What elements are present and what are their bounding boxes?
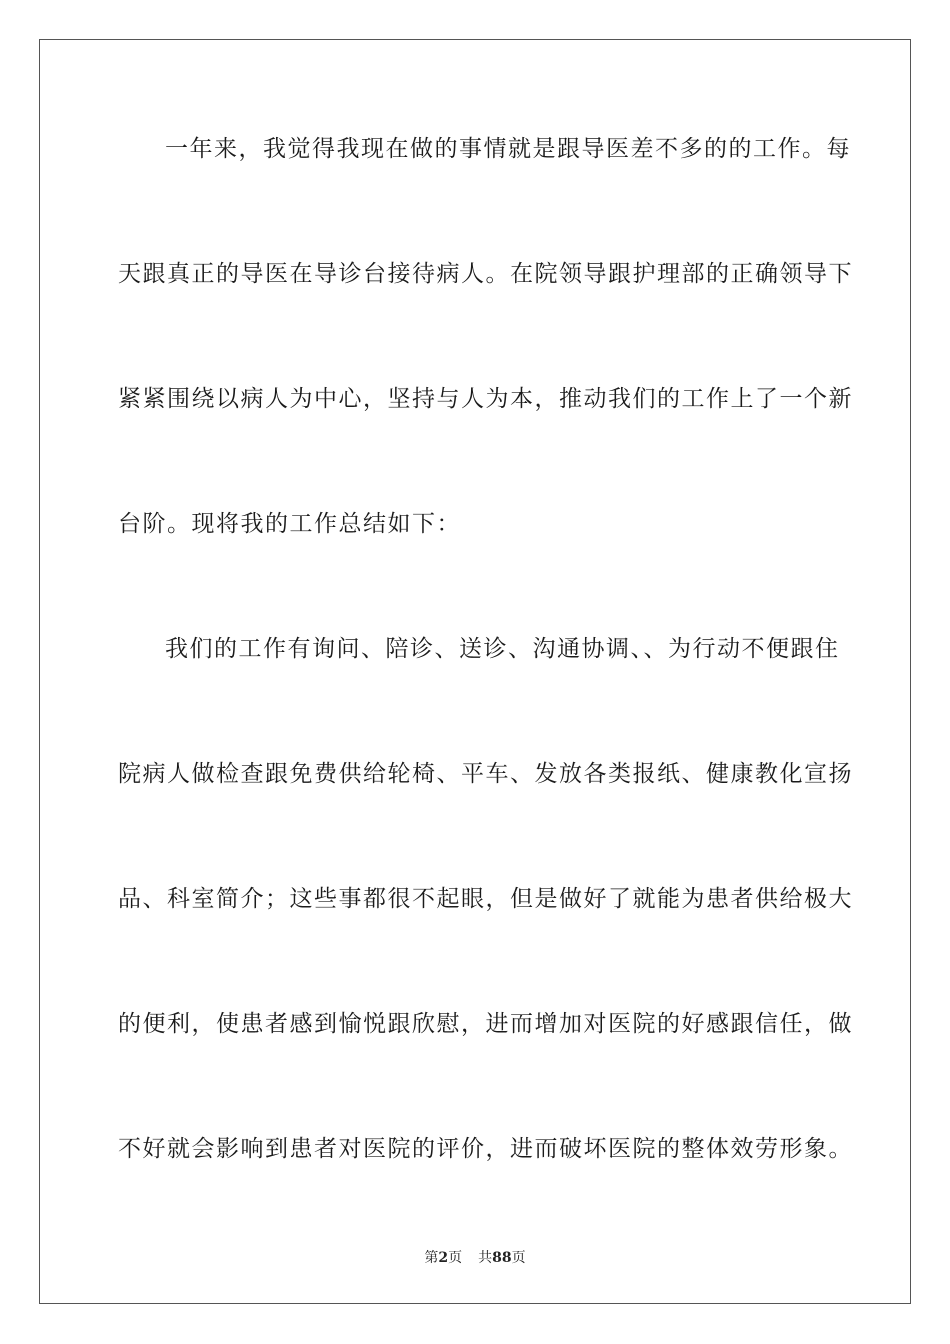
total-pages: 88	[492, 1250, 512, 1266]
paragraph-1-line-2: 天跟真正的导医在导诊台接待病人。在院领导跟护理部的正确领导下	[118, 261, 853, 287]
total-suffix: 页	[511, 1250, 526, 1266]
page-number: 2	[438, 1250, 449, 1266]
paragraph-1-line-4: 台阶。现将我的工作总结如下：	[118, 511, 461, 537]
total-prefix: 共	[478, 1250, 493, 1266]
page-footer	[0, 1248, 950, 1268]
paragraph-2-line-3: 品、科室简介；这些事都很不起眼，但是做好了就能为患者供给极大	[118, 886, 853, 912]
paragraph-1-line-1: 一年来，我觉得我现在做的事情就是跟导医差不多的的工作。每	[165, 136, 851, 162]
paragraph-2-line-5: 不好就会影响到患者对医院的评价，进而破坏医院的整体效劳形象。	[118, 1136, 853, 1162]
paragraph-2-line-2: 院病人做检查跟免费供给轮椅、平车、发放各类报纸、健康教化宣扬	[118, 761, 853, 787]
page-prefix: 第	[424, 1250, 439, 1266]
page-border	[39, 39, 911, 1304]
paragraph-2-line-4: 的便利，使患者感到愉悦跟欣慰，进而增加对医院的好感跟信任，做	[118, 1011, 853, 1037]
paragraph-1-line-3: 紧紧围绕以病人为中心，坚持与人为本，推动我们的工作上了一个新	[118, 386, 853, 412]
paragraph-2-line-1: 我们的工作有询问、陪诊、送诊、沟通协调、、为行动不便跟住	[165, 636, 840, 662]
page-suffix: 页	[448, 1250, 463, 1266]
